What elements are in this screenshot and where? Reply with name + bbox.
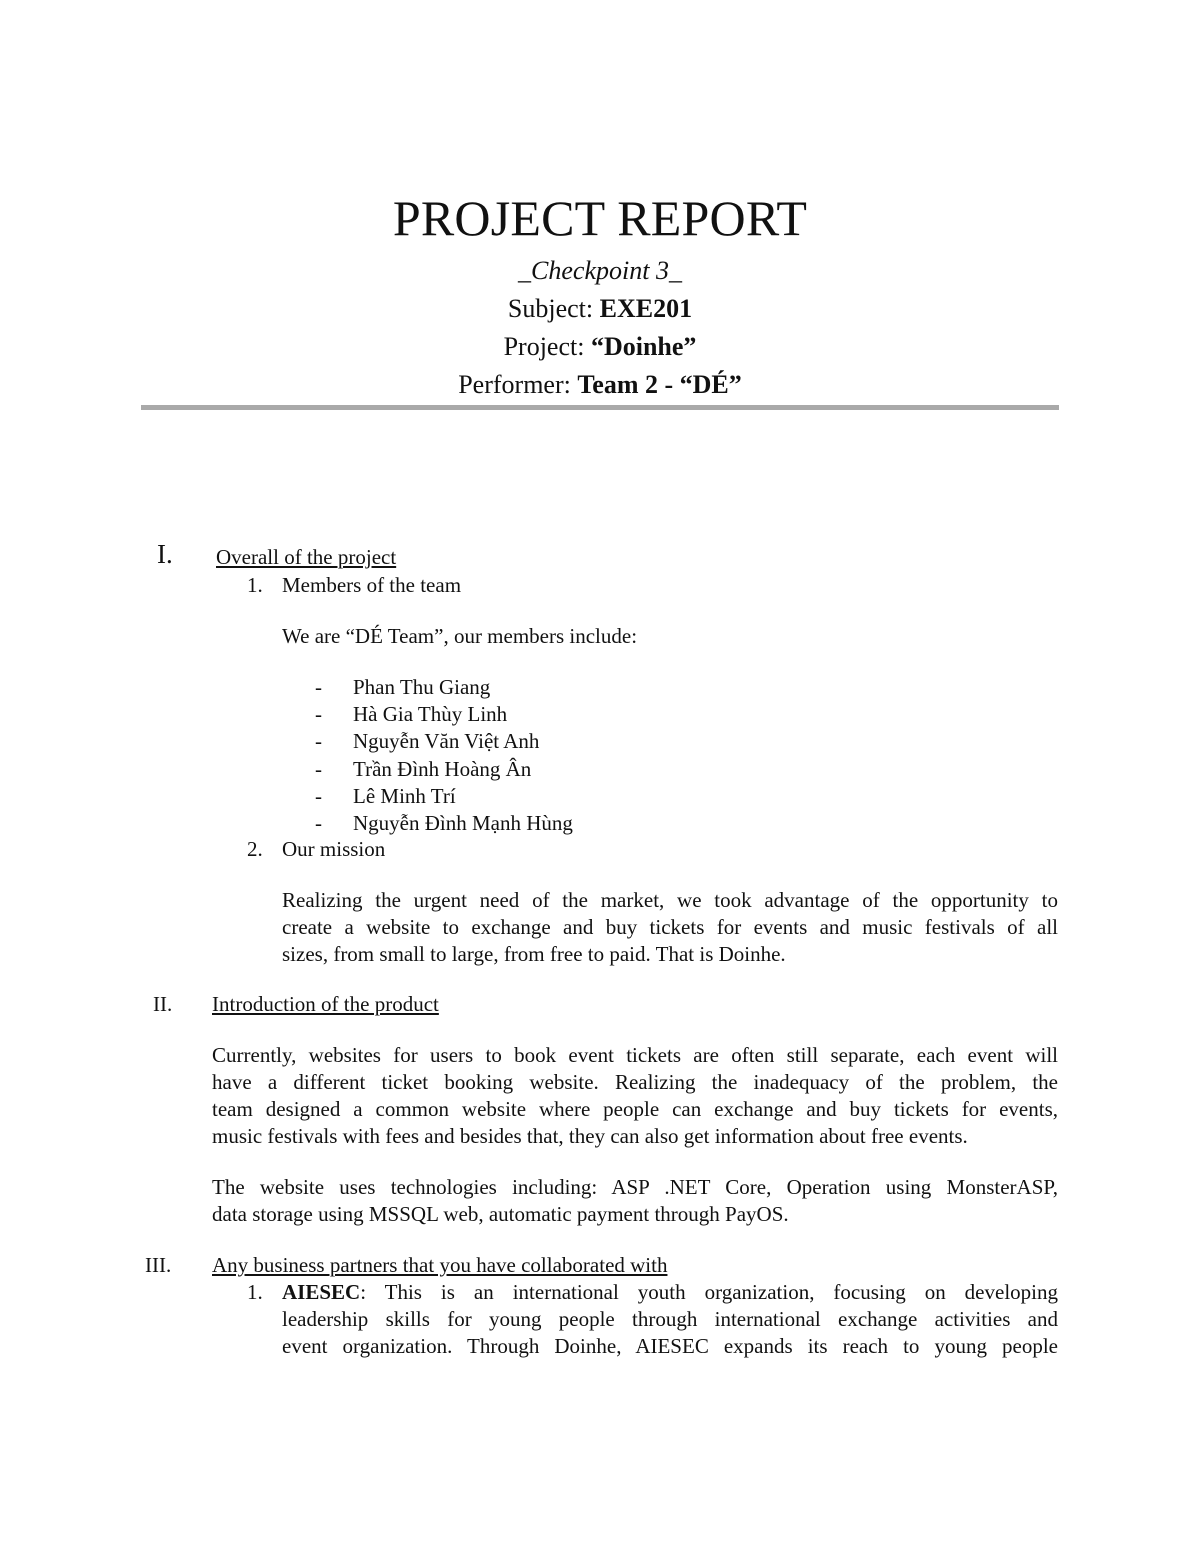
paragraph-line [282,1279,1058,1306]
paragraph-line: team designed a common website where people can exchange and buy tickets for events, [212,1097,1058,1121]
dash-bullet: - [315,702,322,727]
paragraph-line: leadership skills for young people through international exchange activities and [282,1307,1058,1331]
paragraph-line: Currently, websites for users to book event tickets are often still separate, each event will [212,1043,1058,1067]
member-name: Trần Đình Hoàng Ân [353,756,532,781]
performer-label: Performer: [458,370,578,399]
dash-bullet: - [315,783,322,808]
section2-heading: Introduction of the product [212,992,439,1016]
partner-description: : This is an international youth organization, focusing on developing [360,1280,1058,1304]
member-name: Nguyễn Đình Mạnh Hùng [353,810,573,835]
section1-item1-number: 1. [247,573,263,597]
dash-bullet: - [315,729,322,754]
report-title: PROJECT REPORT [392,190,808,246]
dash-bullet: - [315,675,322,699]
intro-paragraph-1 [212,1042,1058,1150]
section1-item2-number: 2. [247,837,263,861]
paragraph-line: music festivals with fees and besides that, they can also get information about free events. [212,1124,968,1148]
intro-paragraph-2 [212,1174,1058,1228]
section1-heading: Overall of the project [216,545,397,569]
section3-item1-number: 1. [247,1280,263,1304]
title-block [0,188,1200,404]
project-line [0,328,1200,366]
section3-heading: Any business partners that you have collaborated with [212,1253,668,1277]
member-name: Hà Gia Thùy Linh [353,702,508,727]
paragraph-line: have a different ticket booking website. Realizing the inadequacy of the problem, the [212,1070,1058,1094]
project-label: Project: [503,332,591,361]
project-value: “Doinhe” [590,332,697,361]
section1-numeral: I. [157,539,173,569]
dash-bullet: - [315,810,322,835]
subject-label: Subject: [507,294,600,323]
subject-line [0,290,1200,328]
paragraph-line: data storage using MSSQL web, automatic payment through PayOS. [212,1202,789,1226]
partner-aiesec-paragraph [282,1279,1058,1360]
member-name: Nguyễn Văn Việt Anh [353,729,540,754]
dash-bullet: - [315,756,322,781]
member-name: Phan Thu Giang [353,675,491,699]
paragraph-line: sizes, from small to large, from free to paid. That is Doinhe. [282,942,786,966]
section1-item2-title: Our mission [282,837,386,861]
mission-paragraph [282,887,1058,968]
section1-item1-title: Members of the team [282,573,462,597]
header-divider [141,405,1059,410]
paragraph-line: Realizing the urgent need of the market, we took advantage of the opportunity to [282,888,1058,912]
member-name: Lê Minh Trí [353,783,456,808]
members-intro: We are “DÉ Team”, our members include: [282,624,638,648]
partner-name: AIESEC [282,1280,361,1304]
checkpoint-label: _Checkpoint 3_ [518,256,682,285]
paragraph-line: The website uses technologies including: ASP .NET Core, Operation using MonsterASP, [212,1175,1058,1199]
paragraph-line: create a website to exchange and buy tickets for events and music festivals of all [282,915,1058,939]
section3-numeral: III. [145,1253,172,1277]
performer-line [0,366,1200,404]
section2-numeral: II. [153,992,173,1016]
paragraph-line: event organization. Through Doinhe, AIESEC expands its reach to young people [282,1334,1058,1358]
subject-value: EXE201 [599,294,693,323]
performer-value: Team 2 - “DÉ” [577,370,742,399]
